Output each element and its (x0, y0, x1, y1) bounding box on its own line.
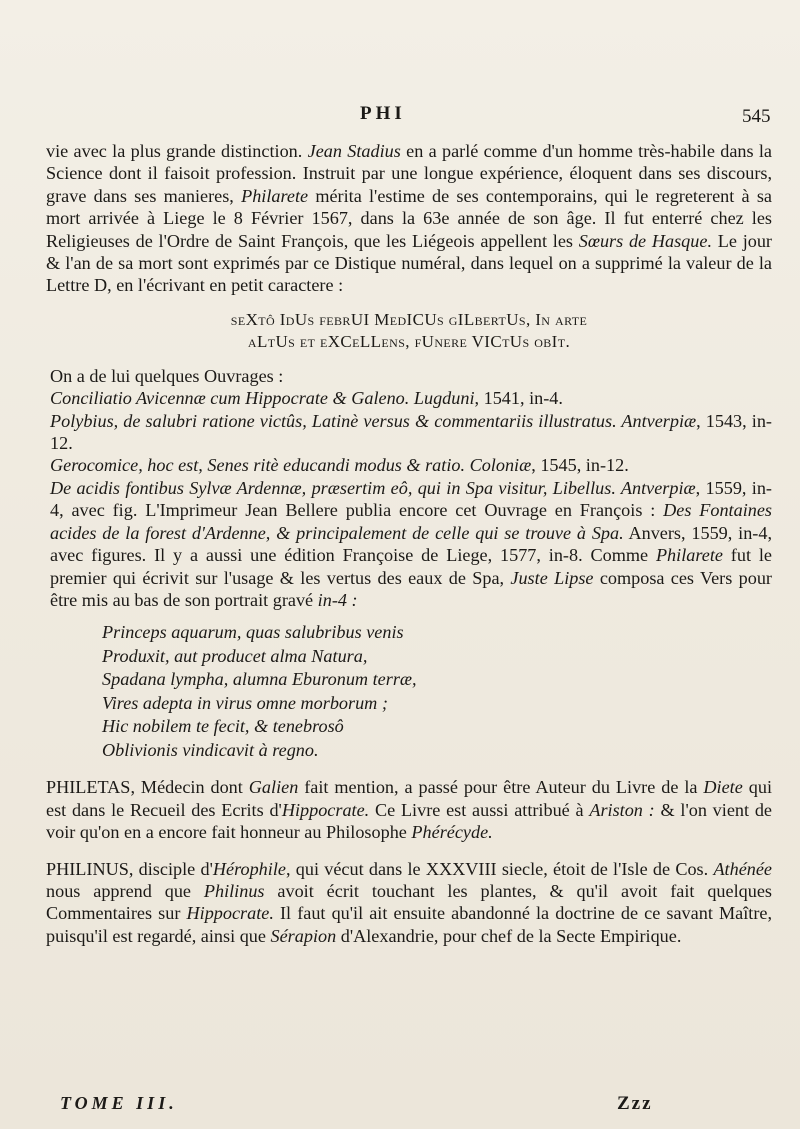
text-run: & l'on vient de voir qu'on en a encore fait honneur au Philosophe (46, 799, 772, 843)
person-name: Jean Stadius (307, 141, 401, 161)
work-title: Diete (703, 777, 743, 798)
latin-poem (102, 621, 772, 762)
text-run: fait mention, a passé pour être Auteur du Livre de la (298, 777, 704, 798)
text-run: Il faut qu'il ait ensuite abandonné la doctrine de ce savant Maître, puisqu'il est regardé, ainsi que (46, 903, 772, 946)
poem-line: Produxit, aut producet alma Natura, (102, 645, 368, 666)
distich-line: aLtUs et eXCeLLens, fUnere VICtUs obIt. (247, 331, 571, 351)
text-run: Ce Livre est aussi attribué à (369, 799, 590, 820)
work-title: Polybius, de salubri ratione victûs, Latinè versus & commentariis illustratus. Antverpiæ (50, 410, 697, 431)
works-intro: On a de lui quelques Ouvrages : (50, 365, 284, 386)
work-item (46, 410, 772, 455)
poem-line: Hic nobilem te fecit, & tenebrosô (102, 716, 344, 737)
text-run: qui est dans le Recueil des Ecrits d' (46, 777, 772, 820)
work-item (46, 454, 772, 476)
text-run: mérita l'estime de ses contemporains, qui le regreterent à sa mort arrivée à Liege le 8 Février 1567, dans la 63e année de son âge. Il fut enterré chez les Religieuses de l'Ordre de Saint François, que les Liégeois appellent les (46, 185, 772, 251)
body-text (46, 140, 772, 947)
text-run: Le jour & l'an de sa mort sont exprimés par ce Distique numéral, dans lequel on a supprimé la valeur de la Lettre D, en l'écrivant en petit caractere : (46, 230, 772, 296)
running-head: PHI (360, 103, 406, 124)
person-name: Juste Lipse (510, 567, 594, 588)
entry-philinus (46, 858, 772, 948)
page-number: 545 (742, 106, 771, 127)
work-details: composa ces Vers pour être mis au bas de son portrait gravé (50, 567, 772, 610)
person-name: Hippocrate. (186, 903, 274, 924)
signature-mark: Zzz (617, 1093, 653, 1114)
entry-headword: PHILETAS (46, 777, 131, 798)
person-name: Philarete (241, 185, 309, 206)
page-header (0, 103, 800, 129)
person-name: Philinus (203, 880, 265, 901)
person-name: Galien (248, 777, 299, 798)
work-details: Anvers, 1559, in-4, avec figures. Il y a aussi une édition Françoise de Liege, 1577, in-8. Comme (50, 522, 772, 566)
person-name: Philarete (655, 545, 723, 566)
text-run: nous apprend que (46, 880, 204, 901)
poem-line: Princeps aquarum, quas salubribus venis (102, 622, 404, 643)
entry-philetas (46, 776, 772, 843)
work-title: Conciliatio Avicennæ cum Hippocrate & Galeno. Lugduni (50, 388, 475, 409)
work-details: , 1559, in-4, avec fig. L'Imprimeur Jean Bellere publia encore cet Ouvrage en François : (50, 477, 772, 521)
text-run: , qui vécut dans le XXXVIII siecle, étoit de l'Isle de Cos. (285, 858, 714, 879)
numeral-distich (46, 309, 772, 353)
work-details: , 1541, in-4. (474, 388, 563, 409)
text-run: , Médecin dont (130, 777, 249, 798)
text-run: avoit écrit touchant les plantes, & qu'il avoit fait quelques Commentaires sur (46, 880, 772, 924)
text-run: vie avec la plus grande distinction. (46, 141, 308, 161)
work-details: , 1545, in-12. (531, 455, 629, 476)
work-title: De acidis fontibus Sylvæ Ardennæ, præsertim eô, qui in Spa visitur, Libellus. Antverpiæ (50, 477, 696, 498)
philarete-paragraph (46, 140, 772, 297)
work-details: , 1543, in-12. (50, 410, 772, 454)
volume-label: TOME III. (60, 1093, 178, 1113)
person-name: Hérophile (212, 858, 286, 879)
distich-line: seXtô IdUs febrUI MedICUs gILbertUs, In arte (230, 309, 588, 329)
poem-line: Oblivionis vindicavit à regno. (102, 739, 319, 760)
text-run: , disciple d' (128, 858, 213, 879)
work-item (46, 477, 772, 611)
page-footer (0, 1093, 800, 1117)
text-run: en a parlé comme d'un homme très-habile dans la Science dont il faisoit profession. Instruit par une longue expérience, éloquent dans ses discours, grave dans ses manieres, (46, 141, 773, 206)
poem-line: Spadana lympha, alumna Eburonum terræ, (102, 669, 417, 690)
work-title: Des Fontaines acides de la forest d'Ardenne, & principalement de celle qui se trouve à Spa. (50, 500, 772, 543)
person-name: Hippocrate. (281, 799, 370, 820)
text-run: d'Alexandrie, pour chef de la Secte Empirique. (336, 925, 682, 946)
person-name: Phérécyde. (411, 822, 493, 843)
work-title: Gerocomice, hoc est, Senes ritè educandi modus & ratio. Coloniæ (50, 455, 532, 476)
format-label: in-4 : (317, 589, 358, 610)
person-name: Athénée (713, 858, 773, 879)
work-details: fut le premier qui écrivit sur l'usage & les vertus des eaux de Spa, (50, 545, 772, 588)
person-name: Ariston : (589, 799, 655, 820)
place-name: Sœurs de Hasque. (578, 230, 712, 251)
work-item (46, 387, 772, 409)
poem-line: Vires adepta in virus omne morborum ; (102, 692, 388, 713)
person-name: Sérapion (270, 925, 337, 946)
entry-headword: PHILINUS (46, 858, 129, 879)
